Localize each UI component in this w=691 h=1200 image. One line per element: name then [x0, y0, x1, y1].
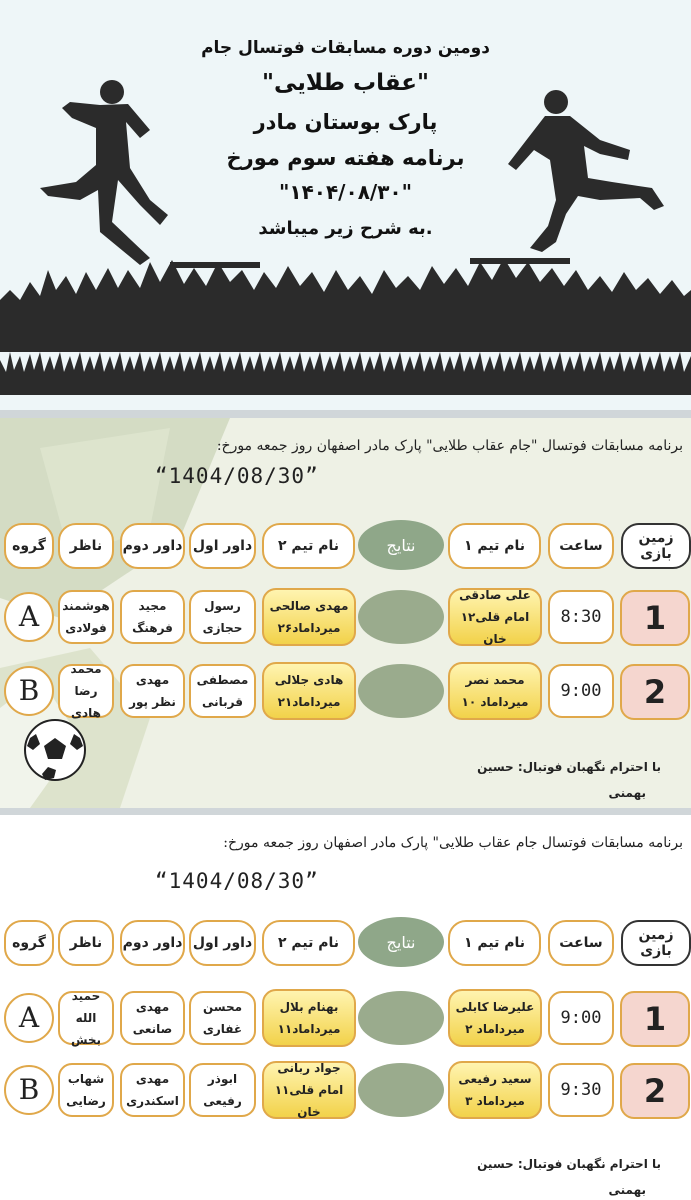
referee2-last: نظر پور — [129, 695, 176, 709]
signature-line-1: با احترام نگهبان فوتبال: حسین — [477, 1157, 661, 1171]
referee2-first: مهدی — [135, 673, 170, 687]
team1-location: ۳ میرداماد — [465, 1094, 525, 1108]
col-header-observer: ناظر — [58, 523, 114, 569]
schedule-panel-1 — [0, 418, 691, 808]
signature-line-2: بهمنی — [608, 786, 646, 800]
team2-location: ۲۱میرداماد — [277, 695, 341, 709]
referee2-first: مجید — [138, 599, 167, 613]
observer-last: الله بخش — [70, 1011, 102, 1047]
result-cell — [358, 1063, 444, 1117]
referee1-last: قربانی — [202, 695, 243, 709]
observer-last: رضایی — [66, 1094, 106, 1108]
observer-last: هادی — [71, 706, 101, 720]
field-number: 1 — [620, 991, 690, 1047]
referee1-cell — [189, 991, 256, 1045]
col-header-team1: نام تیم ۱ — [448, 523, 541, 569]
poster-line-5: "۱۴۰۴/۰۸/۳۰" — [278, 180, 413, 204]
team2-cell — [262, 588, 356, 646]
result-cell — [358, 590, 444, 644]
match-time: 9:00 — [548, 991, 614, 1045]
col-header-referee1: داور اول — [189, 523, 256, 569]
team1-name: محمد نصر — [465, 673, 525, 687]
col-header-team2: نام تیم ۲ — [262, 523, 355, 569]
referee1-first: رسول — [204, 599, 241, 613]
team1-cell — [448, 1061, 542, 1119]
group-badge: B — [4, 666, 54, 716]
referee1-last: رفیعی — [203, 1094, 242, 1108]
referee1-last: غفاری — [202, 1022, 243, 1036]
col-header-time: ساعت — [548, 523, 614, 569]
team1-cell — [448, 989, 542, 1047]
observer-first: حمید — [71, 989, 101, 1003]
team2-name: هادی جلالی — [274, 673, 344, 687]
field-number: 2 — [620, 664, 690, 720]
team1-cell — [448, 588, 542, 646]
team2-location: ۱۱امام قلی خان — [274, 1083, 344, 1119]
referee1-first: محسن — [202, 1000, 243, 1014]
poster-header — [0, 0, 691, 410]
observer-cell — [58, 1063, 114, 1117]
col-header-referee2: داور دوم — [120, 920, 185, 966]
referee2-cell — [120, 590, 185, 644]
schedule-panel-2 — [0, 815, 691, 1200]
team2-cell — [262, 1061, 356, 1119]
col-header-observer: ناظر — [58, 920, 114, 966]
team2-cell — [262, 662, 356, 720]
poster-line-4: برنامه هفته سوم مورخ — [226, 146, 465, 170]
signature-line-2: بهمنی — [608, 1183, 646, 1197]
group-badge: A — [4, 993, 54, 1043]
referee1-first: مصطفی — [196, 673, 249, 687]
observer-first: محمد رضا — [70, 662, 102, 698]
referee2-last: صانعی — [132, 1022, 173, 1036]
col-header-results: نتایج — [358, 917, 444, 967]
col-header-time: ساعت — [548, 920, 614, 966]
referee2-first: مهدی — [135, 1000, 170, 1014]
col-header-group: گروه — [4, 523, 54, 569]
referee2-cell — [120, 1063, 185, 1117]
crowd-silhouette — [0, 258, 691, 352]
referee1-cell — [189, 664, 256, 718]
referee2-cell — [120, 991, 185, 1045]
col-header-referee2: داور دوم — [120, 523, 185, 569]
team1-location: ۱۰ میرداماد — [461, 695, 529, 709]
referee2-first: مهدی — [135, 1072, 170, 1086]
col-header-field: زمین بازی — [621, 523, 691, 569]
observer-last: فولادی — [65, 621, 107, 635]
match-time: 9:00 — [548, 664, 614, 718]
poster-line-3: پارک بوستان مادر — [253, 110, 438, 134]
group-badge: B — [4, 1065, 54, 1115]
referee2-last: فرهنگ — [132, 621, 173, 635]
field-number: 1 — [620, 590, 690, 646]
referee1-cell — [189, 1063, 256, 1117]
team1-cell — [448, 662, 542, 720]
poster-art — [0, 0, 691, 410]
result-cell — [358, 664, 444, 718]
soccer-ball-icon — [25, 720, 85, 780]
team2-cell — [262, 989, 356, 1047]
team1-name: سعید رفیعی — [458, 1072, 532, 1086]
referee2-cell — [120, 664, 185, 718]
team1-location: ۱۲امام قلی خان — [460, 610, 530, 646]
col-header-team2: نام تیم ۲ — [262, 920, 355, 966]
panel-title: برنامه مسابقات فوتسال "جام عقاب طلایی" پارک مادر اصفهان روز جمعه مورخ: — [216, 438, 683, 454]
panel-date: “1404/08/30” — [155, 869, 319, 893]
col-header-field: زمین بازی — [621, 920, 691, 966]
col-header-team1: نام تیم ۱ — [448, 920, 541, 966]
poster-line-1: دومین دوره مسابقات فوتسال جام — [201, 38, 490, 58]
panel-date: “1404/08/30” — [155, 464, 319, 488]
referee2-last: اسکندری — [126, 1094, 179, 1108]
referee1-last: حجازی — [202, 621, 243, 635]
poster-line-6: به شرح زیر میباشد. — [258, 218, 433, 239]
team1-location: میرداماد ۲ — [465, 1022, 525, 1036]
poster-line-2: "عقاب طلایی" — [261, 70, 430, 96]
team1-name: علیرضا کابلی — [455, 1000, 535, 1014]
col-header-referee1: داور اول — [189, 920, 256, 966]
referee1-first: ابوذر — [207, 1072, 238, 1086]
team2-location: ۱۱میرداماد — [277, 1022, 341, 1036]
divider — [0, 410, 691, 418]
team1-name: علی صادقی — [459, 588, 531, 602]
col-header-results: نتایج — [358, 520, 444, 570]
match-time: 9:30 — [548, 1063, 614, 1117]
observer-first: هوشمند — [62, 599, 110, 613]
team2-name: بهنام بلال — [279, 1000, 339, 1014]
team2-name: جواد ربانی — [277, 1061, 341, 1075]
divider — [0, 808, 691, 815]
panel-title: برنامه مسابقات فوتسال جام عقاب طلایی" پارک مادر اصفهان روز جمعه مورخ: — [223, 835, 683, 851]
referee1-cell — [189, 590, 256, 644]
col-header-group: گروه — [4, 920, 54, 966]
team2-location: ۲۶میرداماد — [277, 621, 341, 635]
grass-silhouette — [0, 352, 691, 395]
team2-name: مهدی صالحی — [269, 599, 349, 613]
observer-first: شهاب — [67, 1072, 105, 1086]
group-badge: A — [4, 592, 54, 642]
match-time: 8:30 — [548, 590, 614, 644]
result-cell — [358, 991, 444, 1045]
observer-cell — [58, 991, 114, 1045]
observer-cell — [58, 664, 114, 718]
signature-line-1: با احترام نگهبان فوتبال: حسین — [477, 760, 661, 774]
observer-cell — [58, 590, 114, 644]
field-number: 2 — [620, 1063, 690, 1119]
